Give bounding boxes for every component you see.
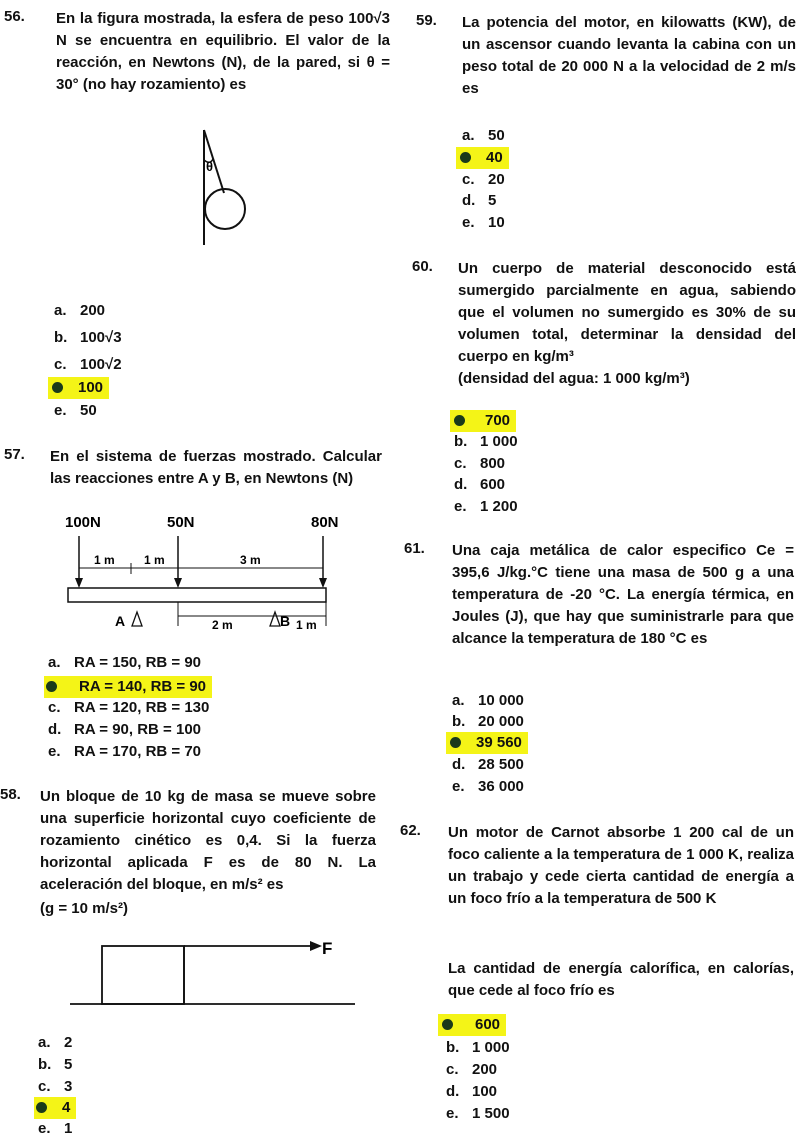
question-57-number: 57.	[4, 446, 25, 463]
q59-option-c[interactable]: c. 20	[462, 171, 505, 188]
q61-option-c-selected[interactable]: 39 560	[446, 732, 528, 754]
question-58-figure	[60, 930, 360, 1010]
q60-option-b[interactable]: b. 1 000	[454, 433, 518, 450]
question-62-number: 62.	[400, 822, 421, 839]
answer-mark-icon	[46, 681, 57, 692]
question-57-text: En el sistema de fuerzas mostrado. Calcular las reacciones entre A y B, en Newtons (N)	[50, 448, 382, 487]
q62-option-d[interactable]: d. 100	[446, 1083, 498, 1100]
q56-option-c[interactable]: c. 100√2	[54, 356, 122, 373]
force-50n: 50N	[167, 514, 195, 531]
answer-mark-icon	[450, 737, 461, 748]
question-56-number: 56.	[4, 8, 25, 25]
q62-option-a-selected[interactable]: 600	[438, 1014, 506, 1036]
answer-mark-icon	[442, 1019, 453, 1030]
answer-mark-icon	[454, 415, 465, 426]
question-58-text: Un bloque de 10 kg de masa se mueve sobre una superficie horizontal cuyo coeficiente de rozamiento cinético es 0,4. Si la fuerza horizontal aplicada F es de 80 N. La aceleración del bloque, en m/s² es	[40, 788, 376, 893]
question-58-given: (g = 10 m/s²)	[40, 900, 128, 917]
q58-option-c[interactable]: c. 3	[38, 1078, 73, 1095]
q61-option-a[interactable]: a. 10 000	[452, 692, 524, 709]
answer-mark-icon	[52, 382, 63, 393]
dim-1m-c: 1 m	[296, 618, 317, 632]
question-60-number: 60.	[412, 258, 433, 275]
question-56-figure	[190, 125, 260, 250]
dim-1m-b: 1 m	[144, 553, 165, 567]
question-60-given: (densidad del agua: 1 000 kg/m³)	[458, 370, 690, 387]
q56-option-d-selected[interactable]: 100	[48, 377, 109, 399]
question-58-number: 58.	[0, 786, 21, 803]
q58-option-d-selected[interactable]: 4	[34, 1097, 76, 1119]
q58-option-b[interactable]: b. 5	[38, 1056, 73, 1073]
q61-option-b[interactable]: b. 20 000	[452, 713, 524, 730]
q57-option-d[interactable]: d. RA = 90, RB = 100	[48, 721, 202, 738]
q56-option-e[interactable]: e. 50	[54, 402, 97, 419]
q60-option-a-selected[interactable]: 700	[450, 410, 516, 432]
support-a-label: A	[115, 613, 126, 629]
q59-option-b-selected[interactable]: 40	[456, 147, 509, 169]
question-62-text2: La cantidad de energía calorífica, en calorías, que cede al foco frío es	[448, 960, 794, 999]
force-100n: 100N	[65, 514, 101, 531]
q56-option-b[interactable]: b. 100√3	[54, 329, 122, 346]
q62-option-e[interactable]: e. 1 500	[446, 1105, 510, 1122]
q58-option-a[interactable]: a. 2	[38, 1034, 73, 1051]
force-f-label: F	[322, 939, 333, 958]
question-61-number: 61.	[404, 540, 425, 557]
support-b-label: B	[280, 613, 291, 629]
q56-option-a[interactable]: a. 200	[54, 302, 106, 319]
q60-option-e[interactable]: e. 1 200	[454, 498, 518, 515]
question-60-text: Un cuerpo de material desconocido está sumergido parcialmente en agua, sabiendo que el volumen no sumergido es 30% de su volumen total, determinar la densidad del cuerpo en kg/m³	[458, 260, 796, 365]
q58-option-e[interactable]: e. 1	[38, 1120, 73, 1137]
force-80n: 80N	[311, 514, 339, 531]
q57-option-c[interactable]: c. RA = 120, RB = 130	[48, 699, 210, 716]
question-62-text: Un motor de Carnot absorbe 1 200 cal de un foco caliente a la temperatura de 1 000 K, realiza un trabajo y cede cierta cantidad de energía a un foco frío a la temperatura de 500 K	[448, 824, 794, 907]
question-56-text: En la figura mostrada, la esfera de peso 100√3 N se encuentra en equilibrio. El valor de la reacción, en Newtons (N), de la pared, si θ = 30° (no hay rozamiento) es	[56, 10, 390, 93]
q59-option-e[interactable]: e. 10	[462, 214, 505, 231]
dim-2m: 2 m	[212, 618, 233, 632]
q60-option-d[interactable]: d. 600	[454, 476, 506, 493]
q61-option-e[interactable]: e. 36 000	[452, 778, 524, 795]
q57-option-b-selected[interactable]: RA = 140, RB = 90	[44, 676, 212, 698]
answer-mark-icon	[460, 152, 471, 163]
q61-option-d[interactable]: d. 28 500	[452, 756, 524, 773]
q60-option-c[interactable]: c. 800	[454, 455, 506, 472]
theta-label: θ	[206, 159, 214, 174]
question-57-figure	[60, 508, 360, 640]
question-59-number: 59.	[416, 12, 437, 29]
dim-3m: 3 m	[240, 553, 261, 567]
answer-mark-icon	[36, 1102, 47, 1113]
q62-option-c[interactable]: c. 200	[446, 1061, 498, 1078]
question-59-text: La potencia del motor, en kilowatts (KW), de un ascensor cuando levanta la cabina con un peso total de 20 000 N a la velocidad de 2 m/s es	[462, 14, 796, 97]
q62-option-b[interactable]: b. 1 000	[446, 1039, 510, 1056]
q59-option-a[interactable]: a. 50	[462, 127, 505, 144]
dim-1m-a: 1 m	[94, 553, 115, 567]
q59-option-d[interactable]: d. 5	[462, 192, 497, 209]
q57-option-a[interactable]: a. RA = 150, RB = 90	[48, 654, 202, 671]
question-61-text: Una caja metálica de calor especifico Ce = 395,6 J/kg.°C tiene una masa de 500 g a una temperatura de -20 °C. La energía térmica, en Joules (J), que hay que suministrarle para que alcance la temperatura de 180 °C es	[452, 542, 794, 647]
q57-option-e[interactable]: e. RA = 170, RB = 70	[48, 743, 202, 760]
